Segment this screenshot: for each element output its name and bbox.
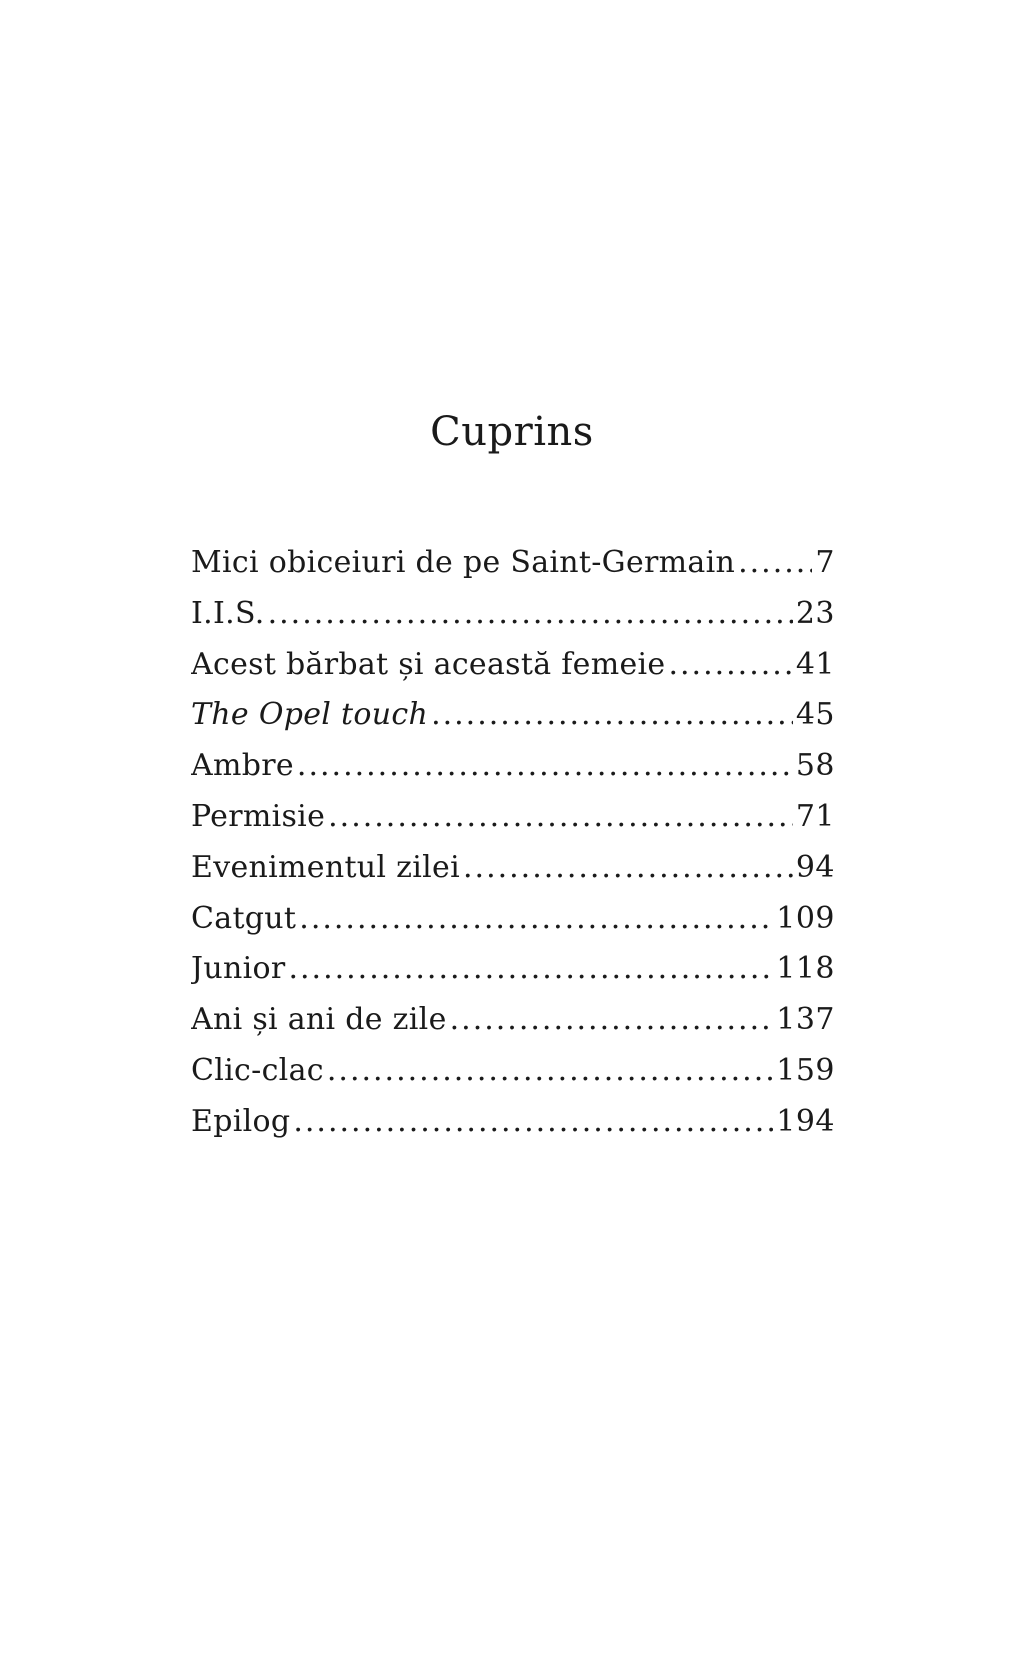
toc-entry — [191, 894, 835, 945]
dot-leader — [297, 741, 793, 792]
dot-leader — [288, 944, 773, 995]
toc-entry — [191, 792, 835, 843]
toc-entry-page-number: 194 — [776, 1103, 835, 1139]
toc-entry — [191, 741, 835, 792]
dot-leader — [293, 1097, 773, 1148]
dot-leader — [431, 690, 793, 741]
toc-entry — [191, 690, 835, 741]
toc-entry — [191, 995, 835, 1046]
toc-entry-title: Permisie — [191, 798, 326, 834]
toc-entry-page-number: 45 — [795, 697, 835, 733]
toc-entry-page-number: 159 — [776, 1052, 835, 1088]
toc-entry-title: Junior — [191, 951, 286, 987]
toc-entry-title: Catgut — [191, 900, 297, 936]
page-title: Cuprins — [430, 409, 594, 455]
dot-leader — [668, 640, 792, 691]
toc-entry-page-number: 23 — [795, 595, 835, 631]
toc-entry — [191, 589, 835, 640]
toc-entry-title: The Opel touch — [191, 697, 429, 733]
dot-leader — [328, 792, 793, 843]
toc-entry-title: I.I.S. — [191, 595, 265, 631]
toc-entry-page-number: 94 — [795, 849, 835, 885]
toc-entry-page-number: 58 — [795, 748, 835, 784]
dot-leader — [738, 538, 812, 589]
dot-leader — [450, 995, 774, 1046]
toc-entry-page-number: 7 — [815, 545, 835, 580]
toc-entry — [191, 843, 835, 894]
dot-leader — [268, 589, 793, 640]
toc-entry-title: Ani și ani de zile — [191, 1002, 447, 1038]
toc-entry-page-number: 41 — [795, 646, 835, 682]
dot-leader — [299, 894, 773, 945]
toc-entry — [191, 640, 835, 691]
dot-leader — [463, 843, 793, 894]
toc-entry-title: Evenimentul zilei — [191, 849, 460, 885]
dot-leader — [327, 1046, 773, 1097]
toc-entry — [191, 944, 835, 995]
toc-entry — [191, 538, 835, 589]
toc-entry-title: Ambre — [191, 748, 294, 784]
toc-entry — [191, 1046, 835, 1097]
toc-entry-page-number: 118 — [776, 951, 835, 987]
toc-entry-page-number: 109 — [776, 900, 835, 936]
toc-entry-page-number: 71 — [795, 798, 835, 834]
toc-entry-title: Acest bărbat și această femeie — [191, 646, 666, 682]
toc-entry-title: Clic-clac — [191, 1052, 324, 1088]
toc-entry-title: Mici obiceiuri de pe Saint-Germain — [191, 545, 736, 580]
toc-entry — [191, 1097, 835, 1148]
table-of-contents — [191, 538, 835, 1148]
toc-entry-page-number: 137 — [776, 1002, 835, 1038]
toc-entry-title: Epilog — [191, 1103, 291, 1139]
